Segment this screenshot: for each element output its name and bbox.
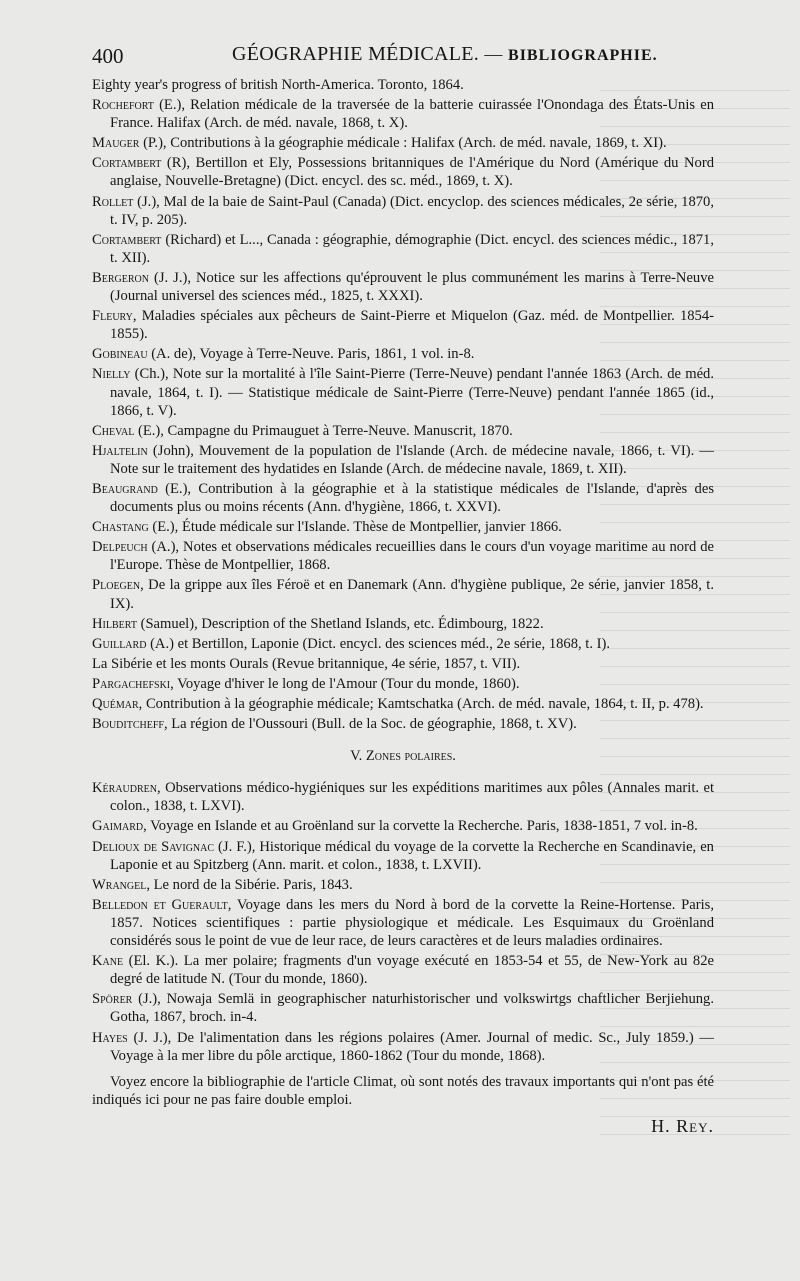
section-heading-text: V. Zones polaires. — [350, 748, 456, 765]
entry-text: (P.), Contributions à la géographie médicale : Halifax (Arch. de méd. navale, 1869, t. XI). — [139, 135, 667, 152]
entry-author: Fleury — [92, 308, 133, 325]
entry-author: Hjaltelin — [92, 442, 148, 459]
entry-author: Belledon et Guerault — [92, 896, 228, 913]
bibliography-entry — [92, 442, 714, 478]
bibliography-entry — [92, 345, 714, 363]
entry-author: Bergeron — [92, 269, 149, 286]
bibliography-entry — [92, 307, 714, 343]
entry-text: , Le nord de la Sibérie. Paris, 1843. — [146, 876, 353, 893]
entry-text: (J.), Nowaja Semlä in geographischer naturhistorischer und volkswirtgs chaftlicher Berjiehung. Gotha, 1867, broch. in-4. — [110, 991, 714, 1026]
bibliography-entry — [92, 193, 714, 229]
entry-text: (J. J.), De l'alimentation dans les régions polaires (Amer. Journal of medic. Sc., July 1859.) — Voyage à la mer libre du pôle arctique, 1860-1862 (Tour du monde, 1868). — [110, 1029, 714, 1064]
entry-text: , Maladies spéciales aux pêcheurs de Saint-Pierre et Miquelon (Gaz. méd. de Montpellier. 1854-1855). — [110, 308, 714, 343]
entry-text: , La région de l'Oussouri (Bull. de la Soc. de géographie, 1868, t. XV). — [163, 716, 577, 733]
bibliography-entry — [92, 576, 714, 612]
entry-text: , Contribution à la géographie médicale; Kamtschatka (Arch. de méd. navale, 1864, t. II, p. 478). — [138, 696, 704, 712]
entry-author: Rochefort — [92, 97, 154, 114]
entry-text: (J.), Mal de la baie de Saint-Paul (Canada) (Dict. encyclop. des sciences médicales, 2e série, 1870, t. IV, p. 205). — [110, 193, 714, 228]
running-title-dash: — — [484, 44, 503, 64]
entry-author: Bouditcheff — [92, 716, 164, 733]
polar-bibliography-list — [92, 779, 714, 1064]
bibliography-entry — [92, 838, 714, 874]
entry-author: Ploegen — [92, 577, 141, 594]
bibliography-entry — [92, 96, 714, 132]
entry-text: (A.) et Bertillon, Laponie (Dict. encycl. des sciences méd., 2e série, 1868, t. I). — [146, 635, 611, 652]
bibliography-entry — [92, 269, 714, 305]
entry-author: Quémar — [92, 696, 139, 712]
entry-author: Delpeuch — [92, 539, 148, 556]
entry-text: (J. J.), Notice sur les affections qu'éprouvent le plus communément les marins à Terre-Neuve (Journal universel des sciences méd., 1825, t. XXXI). — [110, 269, 714, 305]
entry-author: Cortambert — [92, 231, 162, 248]
bibliography-entry — [92, 365, 714, 419]
entry-text: , Voyage en Islande et au Groënland sur la corvette la Recherche. Paris, 1838-1851, 7 vol. in-8. — [143, 818, 698, 835]
entry-author: Beaugrand — [92, 480, 158, 497]
entry-author: Hilbert — [92, 615, 137, 632]
entry-text: , Voyage d'hiver le long de l'Amour (Tour du monde, 1860). — [170, 675, 520, 692]
entry-author: Cheval — [92, 422, 135, 439]
entry-text: (Ch.), Note sur la mortalité à l'île Saint-Pierre (Terre-Neuve) pendant l'année 1863 (Arch. de méd. navale, 1864, t. I). — Statistique médicale de Saint-Pierre (Terre-Neuve) pendant l'année 1865 (id., 1866, t. V). — [110, 366, 714, 419]
entry-text: (E.), Étude médicale sur l'Islande. Thèse de Montpellier, janvier 1866. — [148, 519, 562, 536]
section-heading — [92, 747, 714, 765]
bibliography-entry — [92, 655, 714, 673]
entry-author: Nielly — [92, 366, 131, 383]
entry-author: Mauger — [92, 135, 140, 152]
bibliography-entry — [92, 779, 714, 815]
bibliography-entry — [92, 76, 714, 94]
entry-author: Delioux de Savignac — [92, 838, 215, 855]
bibliography-entry — [92, 695, 714, 713]
entry-text: , Voyage dans les mers du Nord à bord de la corvette la Reine-Hortense. Paris, 1857. Notices scientifiques : partie physiologique et médicale. Les Esquimaux du Groënland considérés sous le point de vue de leur race, de leurs caractères et de leurs maladies ordinaires. — [110, 896, 714, 950]
author-signature: H. Rey. — [651, 1115, 714, 1136]
bibliography-entry — [92, 715, 714, 733]
entry-author: Chastang — [92, 519, 149, 536]
entry-text: (A. de), Voyage à Terre-Neuve. Paris, 1861, 1 vol. in-8. — [147, 346, 475, 363]
bibliography-entry — [92, 876, 714, 894]
bibliography-entry — [92, 134, 714, 152]
entry-text: (Richard) et L..., Canada : géographie, démographie (Dict. encycl. des sciences médic., 1871, t. XII). — [110, 231, 714, 266]
entry-text: Eighty year's progress of british North-America. Toronto, 1864. — [92, 77, 464, 93]
bibliography-entry — [92, 896, 714, 950]
bibliography-entry — [92, 635, 714, 653]
entry-author: Pargachefski — [92, 675, 171, 692]
entry-text: , De la grippe aux îles Féroë et en Danemark (Ann. d'hygiène publique, 2e série, janvier 1858, t. IX). — [110, 577, 714, 612]
bibliography-entry — [92, 952, 714, 988]
bibliography-entry — [92, 675, 714, 693]
bibliography-entry — [92, 538, 714, 574]
bibliography-entry — [92, 817, 714, 835]
entry-author: Rollet — [92, 193, 134, 210]
entry-author: Wrangel — [92, 876, 147, 893]
entry-text: (El. K.). La mer polaire; fragments d'un voyage exécuté en 1853-54 et 55, de New-York au 82e degré de latitude N. (Tour du monde, 1860). — [110, 953, 714, 988]
entry-text: , Observations médico-hygiéniques sur les expéditions maritimes aux pôles (Annales marit. et colon., 1838, t. LXVI). — [110, 780, 714, 815]
entry-text: (A.), Notes et observations médicales recueillies dans le cours d'un voyage maritime au nord de l'Europe. Thèse de Montpellier, 1868. — [110, 539, 714, 574]
running-title-main: GÉOGRAPHIE MÉDICALE. — [232, 43, 480, 65]
entry-text: (J. F.), Historique médical du voyage de la corvette la Recherche en Scandinavie, en Laponie et au Spitzberg (Ann. marit. et colon., 1838, t. LXVII). — [110, 838, 714, 873]
entry-author: Kane — [92, 953, 124, 970]
entry-text: (Samuel), Description of the Shetland Islands, etc. Édimbourg, 1822. — [136, 615, 544, 632]
entry-text: (John), Mouvement de la population de l'Islande (Arch. de médecine navale, 1866, t. VI). — Note sur le traitement des hydatides en Islande (Arch. de médecine navale, 1869, t. XII). — [110, 442, 714, 477]
entry-author: Gobineau — [92, 346, 148, 363]
entry-author: Cortambert — [92, 155, 162, 172]
entry-text: (E.), Contribution à la géographie et à la statistique médicales de l'Islande, d'après des documents plus ou moins récents (Ann. d'hygiène, 1866, t. XXVI). — [110, 480, 714, 516]
bibliography-list — [92, 76, 714, 733]
bibliography-entry — [92, 615, 714, 633]
bibliography-entry — [92, 480, 714, 516]
running-title-section: BIBLIOGRAPHIE. — [508, 47, 658, 64]
entry-author: Spörer — [92, 991, 133, 1008]
bibliography-entry — [92, 231, 714, 267]
entry-text: (E.), Relation médicale de la traversée de la batterie cuirassée l'Onondaga des États-Unis en France. Halifax (Arch. de méd. navale, 1868, t. X). — [110, 97, 714, 132]
entry-author: Guillard — [92, 635, 147, 652]
entry-author: Gaimard — [92, 818, 144, 835]
entry-text: (R), Bertillon et Ely, Possessions britanniques de l'Amérique du Nord (Amérique du Nord anglaise, Nouvelle-Bretagne) (Dict. encycl. des sc. méd., 1869, t. X). — [110, 155, 714, 190]
bibliography-entry — [92, 990, 714, 1026]
bibliography-entry — [92, 154, 714, 190]
bibliography-content — [92, 76, 714, 1135]
page-number: 400 — [92, 44, 124, 68]
entry-text: La Sibérie et les monts Ourals (Revue britannique, 4e série, 1857, t. VII). — [92, 655, 521, 672]
entry-text: (E.), Campagne du Primauguet à Terre-Neuve. Manuscrit, 1870. — [134, 422, 513, 439]
bibliography-entry — [92, 1029, 714, 1065]
page-header — [92, 40, 712, 72]
entry-author: Hayes — [92, 1029, 128, 1046]
bibliography-entry — [92, 422, 714, 440]
closing-note: Voyez encore la bibliographie de l'article Climat, où sont notés des travaux importants qui n'ont pas été indiqués ici pour ne pas faire double emploi. — [92, 1073, 714, 1108]
bibliography-entry — [92, 518, 714, 536]
running-title — [232, 43, 658, 66]
entry-author: Kéraudren — [92, 780, 157, 797]
